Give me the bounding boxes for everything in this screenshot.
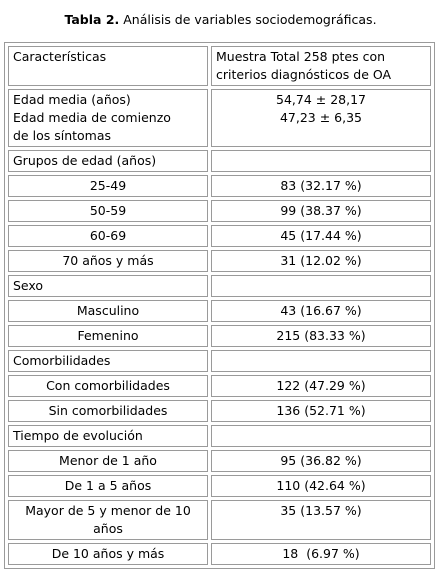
age-values-cell: [211, 89, 431, 147]
table-caption: [0, 12, 441, 27]
caption-text: Análisis de variables sociodemográficas.: [119, 12, 377, 27]
age-mean-value: 54,74 ± 28,17: [276, 92, 366, 107]
section-title: Comorbilidades: [8, 350, 208, 372]
row-value: 18 (6.97 %): [211, 543, 431, 565]
empty-cell: [211, 150, 431, 172]
row-label: 60-69: [8, 225, 208, 247]
row-value: 43 (16.67 %): [211, 300, 431, 322]
row-label: Sin comorbilidades: [8, 400, 208, 422]
age-labels-cell: [8, 89, 208, 147]
table-row: [8, 250, 431, 272]
table-row: [8, 375, 431, 397]
row-label-line1: Mayor de 5 y menor de 10: [25, 503, 191, 518]
section-header-row: [8, 350, 431, 372]
row-value: 95 (36.82 %): [211, 450, 431, 472]
sociodemographic-table: [4, 42, 435, 569]
age-onset-label-line1: Edad media de comienzo: [13, 110, 171, 125]
empty-cell: [211, 350, 431, 372]
row-value: 122 (47.29 %): [211, 375, 431, 397]
section-title: Tiempo de evolución: [8, 425, 208, 447]
table-header-row: [8, 46, 431, 86]
row-label: De 1 a 5 años: [8, 475, 208, 497]
table-row: [8, 543, 431, 565]
header-sample: [211, 46, 431, 86]
table-row: [8, 400, 431, 422]
row-value: 83 (32.17 %): [211, 175, 431, 197]
row-value: 215 (83.33 %): [211, 325, 431, 347]
row-label-line2: años: [93, 521, 123, 536]
row-value: 99 (38.37 %): [211, 200, 431, 222]
row-value: 35 (13.57 %): [211, 500, 431, 540]
empty-cell: [211, 275, 431, 297]
section-title: Sexo: [8, 275, 208, 297]
age-mean-label: Edad media (años): [13, 92, 131, 107]
section-title: Grupos de edad (años): [8, 150, 208, 172]
table-row: [8, 300, 431, 322]
row-label: Masculino: [8, 300, 208, 322]
row-label: Con comorbilidades: [8, 375, 208, 397]
header-characteristics: Características: [8, 46, 208, 86]
header-sample-line1: Muestra Total 258 ptes con: [216, 49, 386, 64]
table-row: [8, 450, 431, 472]
row-label: 25-49: [8, 175, 208, 197]
section-header-row: [8, 150, 431, 172]
age-onset-value: 47,23 ± 6,35: [279, 110, 363, 125]
table-row: [8, 325, 431, 347]
section-header-row: [8, 425, 431, 447]
row-value: 31 (12.02 %): [211, 250, 431, 272]
row-value: 45 (17.44 %): [211, 225, 431, 247]
row-label: De 10 años y más: [8, 543, 208, 565]
table-row: [8, 89, 431, 147]
caption-bold: Tabla 2.: [64, 12, 120, 27]
table-row: [8, 225, 431, 247]
table-row: [8, 175, 431, 197]
table-row: [8, 200, 431, 222]
row-label: 70 años y más: [8, 250, 208, 272]
section-header-row: [8, 275, 431, 297]
row-label: Femenino: [8, 325, 208, 347]
row-label: Menor de 1 año: [8, 450, 208, 472]
empty-cell: [211, 425, 431, 447]
row-value: 110 (42.64 %): [211, 475, 431, 497]
row-label: [8, 500, 208, 540]
table-row: [8, 475, 431, 497]
header-sample-line2: criterios diagnósticos de OA: [216, 67, 392, 82]
row-label: 50-59: [8, 200, 208, 222]
row-value: 136 (52.71 %): [211, 400, 431, 422]
table-row: [8, 500, 431, 540]
age-onset-label-line2: de los síntomas: [13, 128, 112, 143]
